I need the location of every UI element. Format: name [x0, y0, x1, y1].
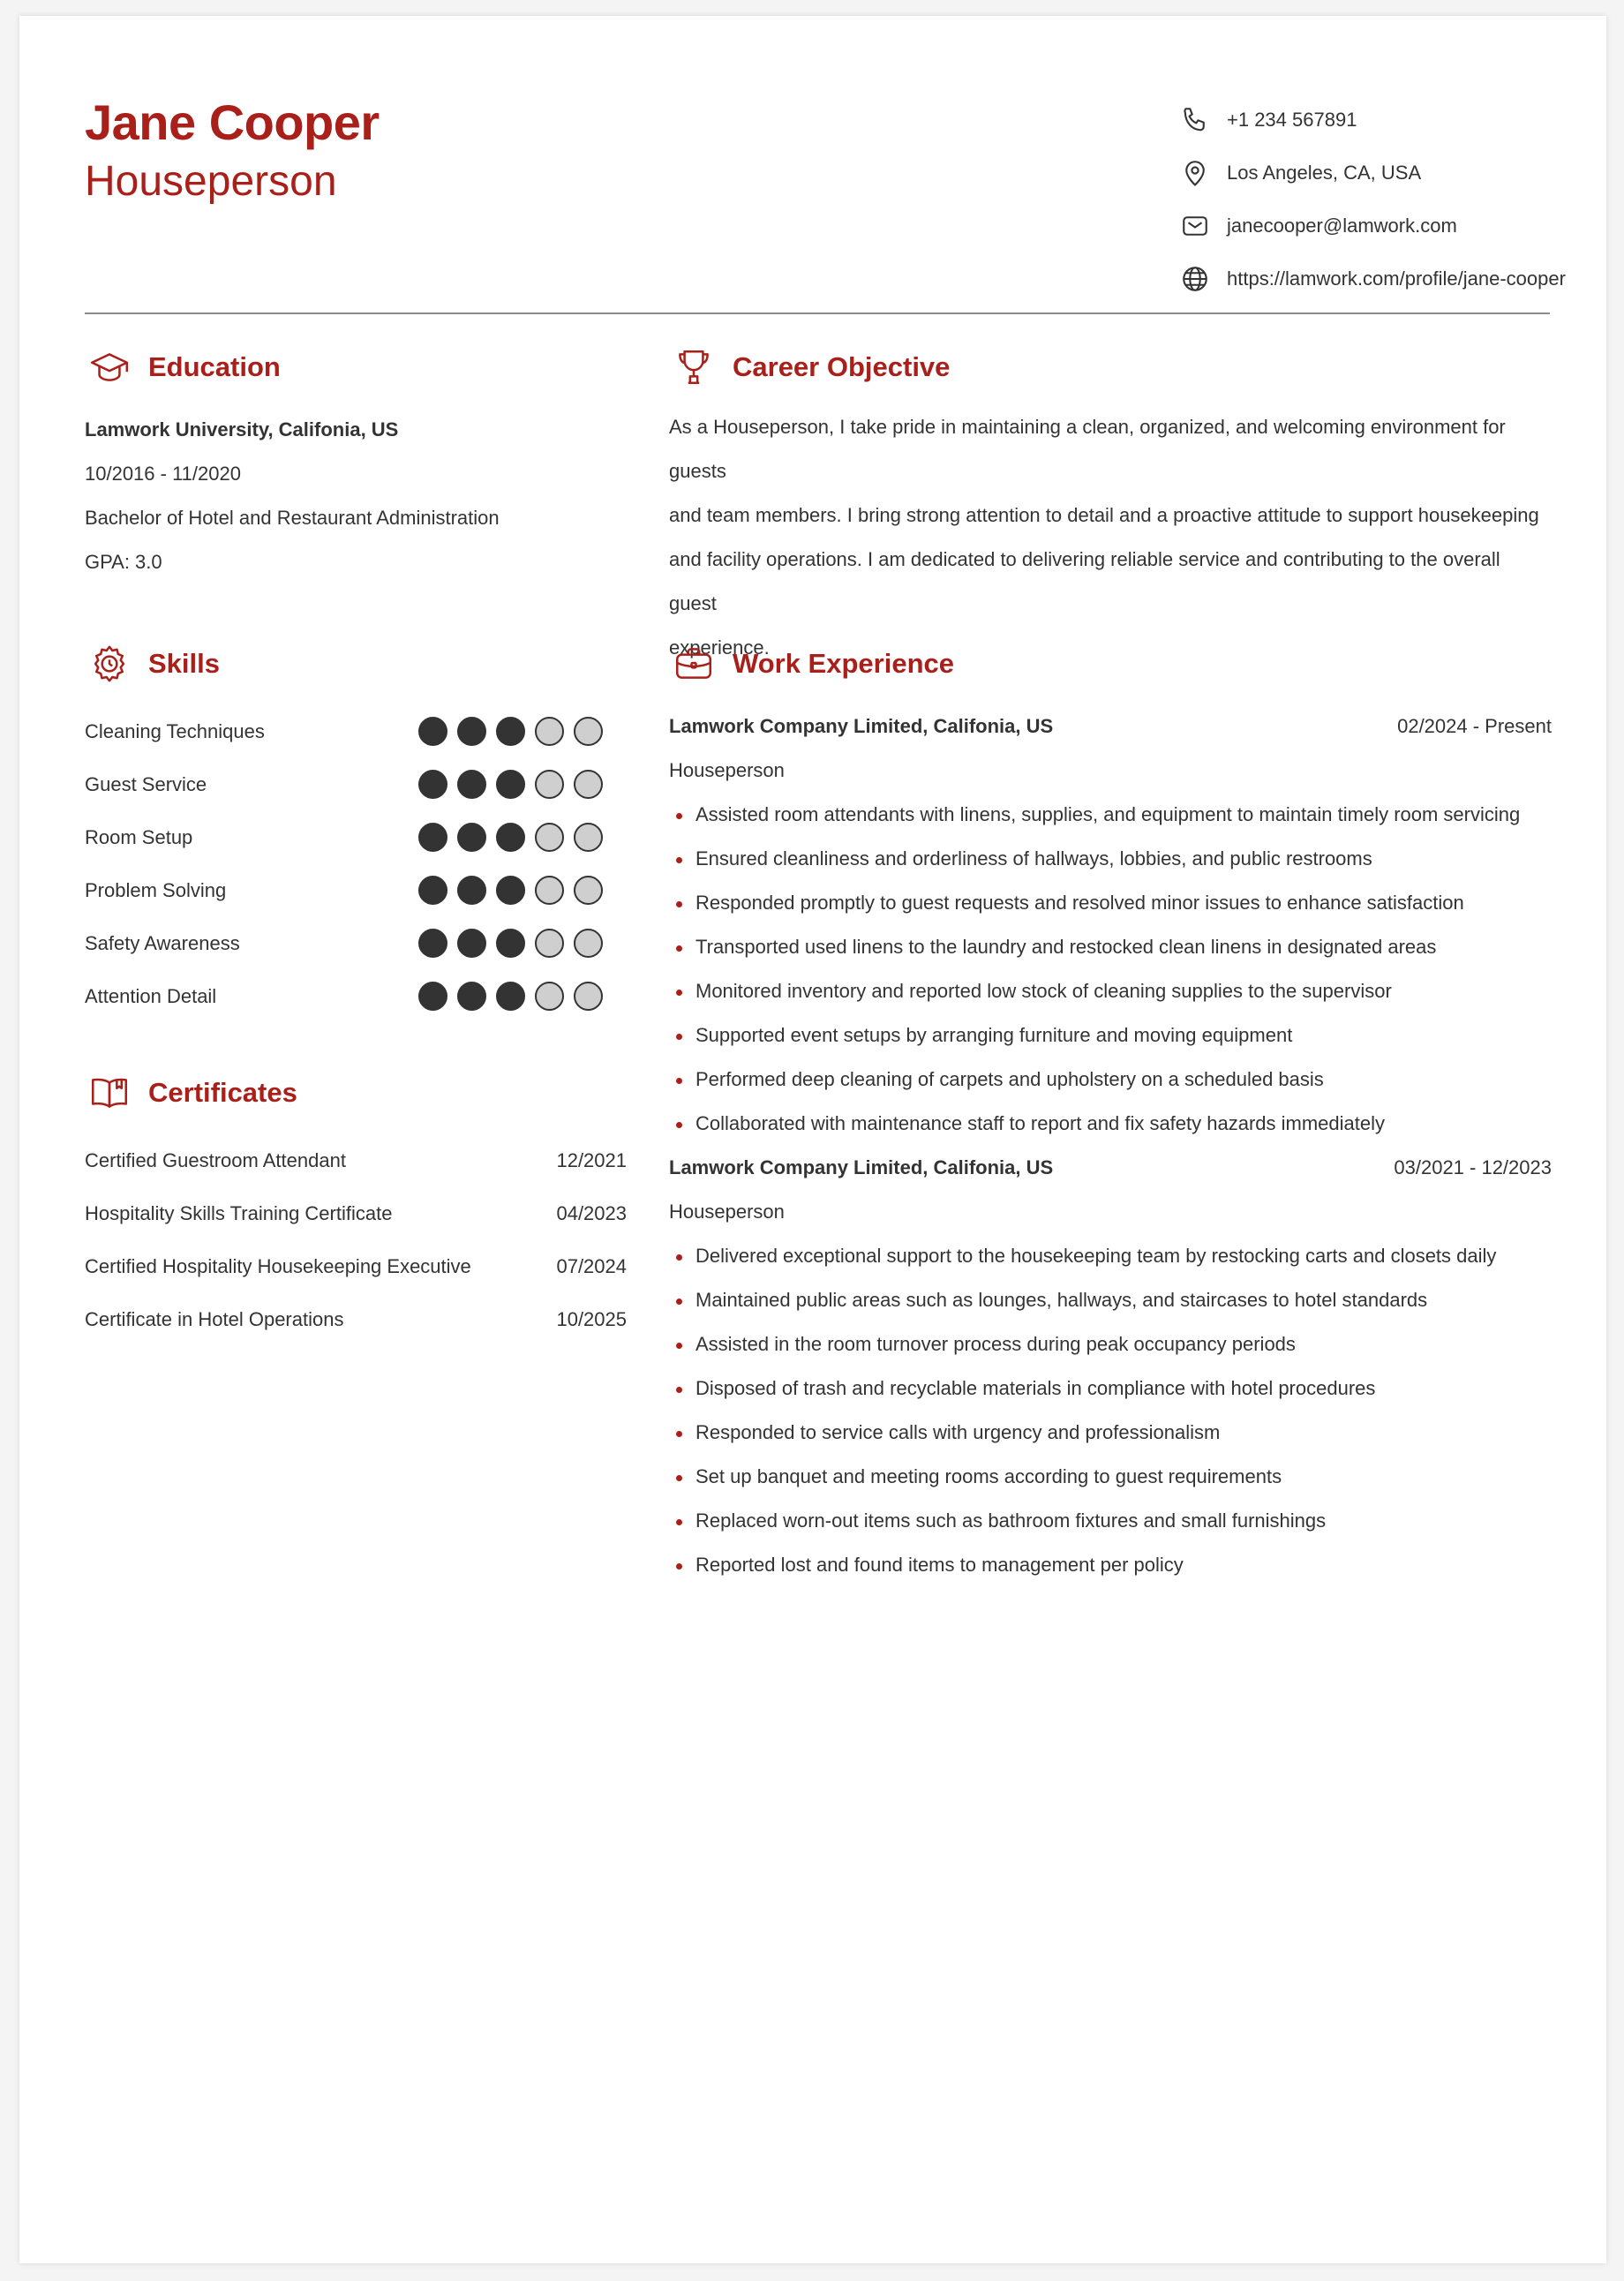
rating-dot-filled [496, 982, 525, 1011]
certificate-date: 12/2021 [556, 1149, 627, 1171]
rating-dot-filled [496, 823, 525, 852]
certificate-name: Certified Hospitality Housekeeping Executive [85, 1255, 471, 1277]
certificate-name: Certified Guestroom Attendant [85, 1149, 346, 1171]
education-heading [85, 343, 281, 392]
skill-name: Guest Service [85, 773, 207, 795]
job-bullet: Assisted in the room turnover process during peak occupancy periods [695, 1333, 1296, 1355]
rating-dot-empty [535, 982, 564, 1011]
rating-dot-filled [418, 982, 447, 1011]
rating-dot-filled [418, 876, 447, 905]
skill-name: Attention Detail [85, 985, 217, 1007]
location-pin-icon [1177, 155, 1213, 191]
job-role: Houseperson [669, 759, 785, 781]
rating-dot-empty [535, 770, 564, 799]
job-bullet: Disposed of trash and recyclable materials in compliance with hotel procedures [695, 1377, 1376, 1399]
briefcase-icon [669, 639, 718, 689]
skill-name: Cleaning Techniques [85, 720, 265, 742]
graduation-cap-icon [85, 343, 134, 392]
skills-title: Skills [148, 648, 220, 679]
open-book-icon [85, 1068, 134, 1118]
skill-rating [418, 929, 603, 958]
experience-heading [669, 639, 954, 689]
certificate-date: 10/2025 [556, 1308, 627, 1330]
certificate-name: Hospitality Skills Training Certificate [85, 1202, 393, 1224]
job-bullet: Responded promptly to guest requests and resolved minor issues to enhance satisfaction [695, 892, 1464, 914]
job-bullet: Delivered exceptional support to the housekeeping team by restocking carts and closets daily [695, 1245, 1497, 1267]
rating-dot-empty [535, 876, 564, 905]
education-school: Lamwork University, Califonia, US [85, 418, 399, 440]
skill-rating [418, 876, 603, 905]
skills-heading [85, 639, 220, 689]
gear-icon [85, 639, 134, 689]
rating-dot-filled [418, 929, 447, 958]
certificate-date: 07/2024 [556, 1255, 627, 1277]
rating-dot-filled [418, 717, 447, 746]
certificates-title: Certificates [148, 1077, 297, 1108]
objective-line: and team members. I bring strong attention to detail and a proactive attitude to support housekeeping [669, 504, 1539, 526]
objective-heading [669, 343, 950, 392]
objective-line: As a Houseperson, I take pride in maintaining a clean, organized, and welcoming environment for guests [669, 416, 1506, 482]
education-title: Education [148, 351, 281, 382]
rating-dot-empty [574, 982, 603, 1011]
contact-email-text[interactable]: janecooper@lamwork.com [1227, 215, 1457, 237]
rating-dot-filled [496, 876, 525, 905]
contact-location [1177, 155, 1421, 191]
contact-email [1177, 208, 1457, 244]
rating-dot-filled [457, 823, 486, 852]
education-dates: 10/2016 - 11/2020 [85, 463, 241, 485]
rating-dot-empty [574, 770, 603, 799]
objective-line: experience. [669, 636, 770, 659]
rating-dot-filled [418, 823, 447, 852]
mail-icon [1177, 208, 1213, 244]
education-degree: Bachelor of Hotel and Restaurant Administration [85, 507, 500, 529]
contact-location-text: Los Angeles, CA, USA [1227, 162, 1422, 184]
rating-dot-filled [418, 770, 447, 799]
skill-name: Safety Awareness [85, 932, 240, 954]
experience-title: Work Experience [733, 648, 954, 679]
job-company: Lamwork Company Limited, Califonia, US [669, 1156, 1054, 1178]
job-bullet: Monitored inventory and reported low stock of cleaning supplies to the supervisor [695, 980, 1392, 1002]
job-company: Lamwork Company Limited, Califonia, US [669, 715, 1054, 737]
candidate-name: Jane Cooper [85, 94, 380, 150]
rating-dot-empty [574, 823, 603, 852]
contact-phone [1177, 102, 1357, 138]
certificate-date: 04/2023 [556, 1202, 627, 1224]
skill-rating [418, 717, 603, 746]
rating-dot-filled [496, 717, 525, 746]
contact-phone-text[interactable]: +1 234 567891 [1227, 109, 1357, 131]
education-gpa: GPA: 3.0 [85, 551, 162, 573]
rating-dot-filled [457, 717, 486, 746]
contact-website-text[interactable]: https://lamwork.com/profile/jane-cooper [1227, 267, 1566, 290]
job-bullet: Reported lost and found items to management per policy [695, 1554, 1184, 1576]
job-bullet: Replaced worn-out items such as bathroom fixtures and small furnishings [695, 1509, 1327, 1532]
resume-page [19, 16, 1606, 2263]
objective-title: Career Objective [733, 351, 951, 382]
rating-dot-empty [535, 717, 564, 746]
certificates-heading [85, 1068, 297, 1118]
rating-dot-filled [457, 982, 486, 1011]
rating-dot-empty [535, 929, 564, 958]
rating-dot-filled [457, 876, 486, 905]
job-dates: 02/2024 - Present [1397, 715, 1552, 737]
job-bullet: Supported event setups by arranging furniture and moving equipment [695, 1024, 1293, 1046]
job-bullet: Transported used linens to the laundry and restocked clean linens in designated areas [695, 936, 1437, 958]
rating-dot-empty [535, 823, 564, 852]
objective-text [669, 405, 1552, 670]
rating-dot-filled [457, 770, 486, 799]
skill-rating [418, 770, 603, 799]
rating-dot-filled [457, 929, 486, 958]
candidate-title: Houseperson [85, 158, 337, 205]
trophy-icon [669, 343, 718, 392]
job-dates: 03/2021 - 12/2023 [1394, 1156, 1552, 1178]
phone-icon [1177, 102, 1213, 138]
skill-name: Room Setup [85, 826, 193, 848]
rating-dot-empty [574, 929, 603, 958]
job-bullet: Performed deep cleaning of carpets and upholstery on a scheduled basis [695, 1068, 1324, 1090]
objective-line: and facility operations. I am dedicated to delivering reliable service and contributing to the overall guest [669, 548, 1500, 614]
job-bullet: Collaborated with maintenance staff to report and fix safety hazards immediately [695, 1112, 1385, 1134]
job-bullet: Responded to service calls with urgency and professionalism [695, 1421, 1221, 1443]
job-bullet: Assisted room attendants with linens, supplies, and equipment to maintain timely room servicing [695, 803, 1521, 825]
rating-dot-filled [496, 929, 525, 958]
job-bullet: Set up banquet and meeting rooms according to guest requirements [695, 1465, 1282, 1487]
rating-dot-empty [574, 876, 603, 905]
job-role: Houseperson [669, 1201, 785, 1223]
job-bullet: Maintained public areas such as lounges, hallways, and staircases to hotel standards [695, 1289, 1428, 1311]
rating-dot-filled [496, 770, 525, 799]
contact-website [1177, 261, 1566, 297]
job-bullet: Ensured cleanliness and orderliness of hallways, lobbies, and public restrooms [695, 847, 1372, 869]
certificate-name: Certificate in Hotel Operations [85, 1308, 344, 1330]
skill-name: Problem Solving [85, 879, 227, 901]
skill-rating [418, 982, 603, 1011]
resume-header [85, 78, 1566, 314]
skill-rating [418, 823, 603, 852]
rating-dot-empty [574, 717, 603, 746]
globe-icon [1177, 261, 1213, 297]
